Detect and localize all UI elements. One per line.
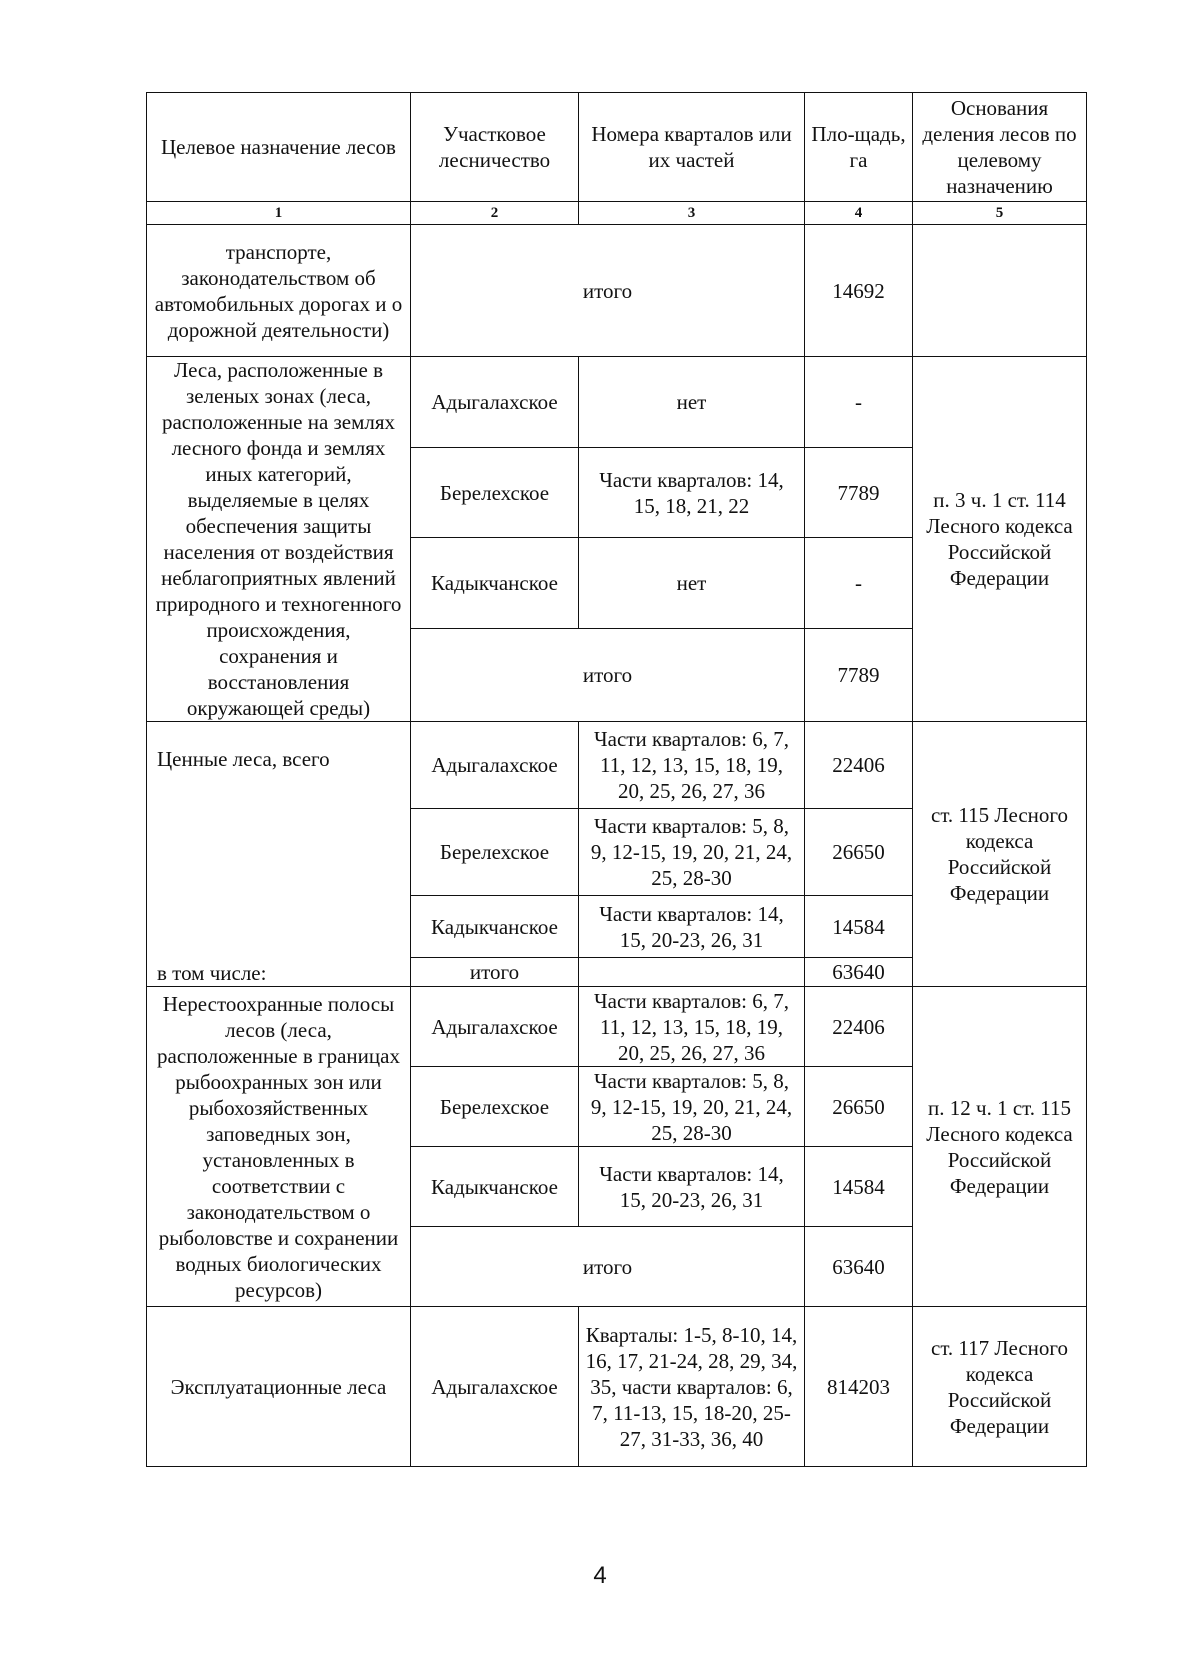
- table-row: [147, 225, 1087, 357]
- quarters-cell: Части кварталов: 14, 15, 18, 21, 22: [579, 447, 805, 538]
- basis-cell: п. 3 ч. 1 ст. 114 Лесного кодекса Российской Федерации: [913, 357, 1087, 722]
- purpose-cell: Эксплуатационные леса: [147, 1307, 411, 1467]
- total-label: итого: [411, 957, 579, 986]
- column-number: 2: [411, 202, 579, 225]
- quarters-cell: нет: [579, 357, 805, 448]
- header-purpose: Целевое назначение лесов: [147, 93, 411, 202]
- area-cell: -: [805, 538, 913, 629]
- district-cell: Адыгалахское: [411, 1307, 579, 1467]
- table-row: [147, 722, 1087, 809]
- purpose-cell: Леса, расположенные в зеленых зонах (леса, расположенные на землях лесного фонда и землях иных категорий, выделяемые в целях обеспечения защиты населения от воздействия неблагоприятных явлений природного и техногенного происхождения, сохранения и восстановления окружающей среды): [147, 357, 411, 722]
- header-area: Пло-щадь, га: [805, 93, 913, 202]
- header-district: Участковое лесничество: [411, 93, 579, 202]
- quarters-cell: Части кварталов: 14, 15, 20-23, 26, 31: [579, 1147, 805, 1227]
- district-cell: Адыгалахское: [411, 987, 579, 1067]
- quarters-cell: Части кварталов: 5, 8, 9, 12-15, 19, 20, 21, 24, 25, 28-30: [579, 809, 805, 896]
- column-number-row: [147, 202, 1087, 225]
- area-cell: -: [805, 357, 913, 448]
- district-cell: Кадыкчанское: [411, 1147, 579, 1227]
- purpose-cell: [147, 722, 411, 987]
- area-cell: 22406: [805, 987, 913, 1067]
- basis-cell: [913, 225, 1087, 357]
- district-cell: Берелехское: [411, 809, 579, 896]
- district-cell: Берелехское: [411, 1067, 579, 1147]
- page-number: 4: [593, 1562, 607, 1589]
- total-area: 14692: [805, 225, 913, 357]
- area-cell: 14584: [805, 896, 913, 957]
- total-label: итого: [411, 1227, 805, 1307]
- area-cell: 14584: [805, 1147, 913, 1227]
- quarters-cell: Части кварталов: 6, 7, 11, 12, 13, 15, 18, 19, 20, 25, 26, 27, 36: [579, 722, 805, 809]
- table-header-row: [147, 93, 1087, 202]
- column-number: 4: [805, 202, 913, 225]
- quarters-cell: Части кварталов: 6, 7, 11, 12, 13, 15, 18, 19, 20, 25, 26, 27, 36: [579, 987, 805, 1067]
- area-cell: 26650: [805, 1067, 913, 1147]
- column-number: 5: [913, 202, 1087, 225]
- basis-cell: ст. 117 Лесного кодекса Российской Федерации: [913, 1307, 1087, 1467]
- area-cell: 7789: [805, 447, 913, 538]
- column-number: 3: [579, 202, 805, 225]
- header-basis: Основания деления лесов по целевому назначению: [913, 93, 1087, 202]
- column-number: 1: [147, 202, 411, 225]
- basis-cell: ст. 115 Лесного кодекса Российской Федерации: [913, 722, 1087, 987]
- empty-cell: [579, 957, 805, 986]
- purpose-subtitle: в том числе:: [157, 961, 267, 985]
- quarters-cell: Кварталы: 1-5, 8-10, 14, 16, 17, 21-24, 28, 29, 34, 35, части кварталов: 6, 7, 11-13, 15, 18-20, 25-27, 31-33, 36, 40: [579, 1307, 805, 1467]
- table-row: [147, 987, 1087, 1067]
- district-cell: Адыгалахское: [411, 722, 579, 809]
- area-cell: 26650: [805, 809, 913, 896]
- header-quarters: Номера кварталов или их частей: [579, 93, 805, 202]
- area-cell: 814203: [805, 1307, 913, 1467]
- purpose-cell: транспорте, законодательством об автомобильных дорогах и о дорожной деятельности): [147, 225, 411, 357]
- purpose-cell: Нерестоохранные полосы лесов (леса, расположенные в границах рыбоохранных зон или рыбохозяйственных заповедных зон, установленных в соответствии с законодательством о рыболовстве и сохранении водных биологических ресурсов): [147, 987, 411, 1307]
- purpose-title: Ценные леса, всего: [157, 747, 330, 771]
- total-label: итого: [411, 629, 805, 722]
- table-row: [147, 357, 1087, 448]
- area-cell: 22406: [805, 722, 913, 809]
- quarters-cell: нет: [579, 538, 805, 629]
- total-area: 63640: [805, 1227, 913, 1307]
- district-cell: Кадыкчанское: [411, 896, 579, 957]
- district-cell: Адыгалахское: [411, 357, 579, 448]
- total-area: 63640: [805, 957, 913, 986]
- quarters-cell: Части кварталов: 14, 15, 20-23, 26, 31: [579, 896, 805, 957]
- district-cell: Кадыкчанское: [411, 538, 579, 629]
- total-label: итого: [411, 225, 805, 357]
- basis-cell: п. 12 ч. 1 ст. 115 Лесного кодекса Российской Федерации: [913, 987, 1087, 1307]
- district-cell: Берелехское: [411, 447, 579, 538]
- quarters-cell: Части кварталов: 5, 8, 9, 12-15, 19, 20, 21, 24, 25, 28-30: [579, 1067, 805, 1147]
- table-row: [147, 1307, 1087, 1467]
- forest-purpose-table: [146, 92, 1087, 1467]
- total-area: 7789: [805, 629, 913, 722]
